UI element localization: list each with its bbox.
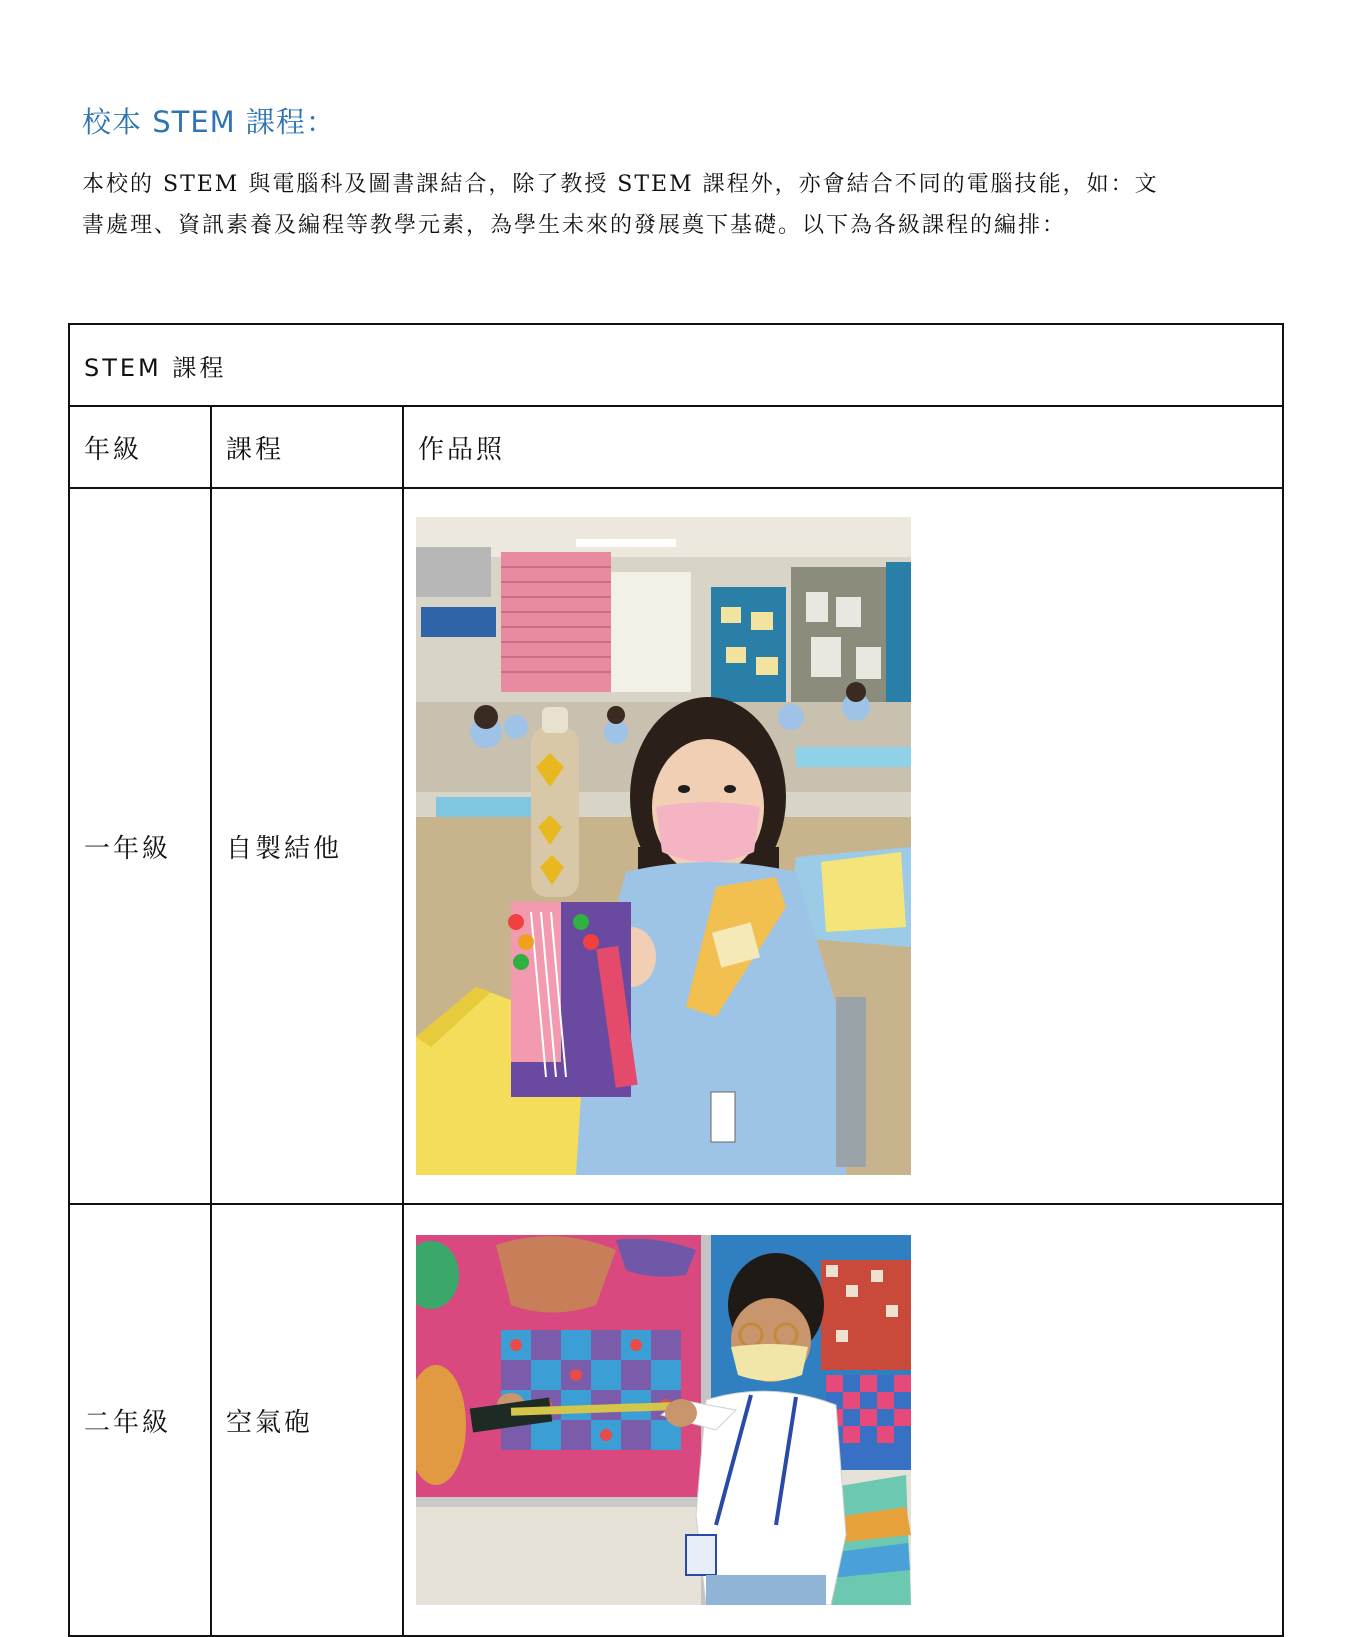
stem-course-table [68, 323, 1284, 1637]
header-course: 課程 [211, 406, 403, 488]
intro-paragraph [82, 164, 1272, 246]
table-row [69, 488, 1283, 1204]
course-cell: 自製結他 [211, 488, 403, 1204]
air-cannon-photo [416, 1235, 911, 1605]
table-title: STEM 課程 [69, 324, 1283, 406]
page-heading: 校本 STEM 課程： [82, 105, 336, 139]
photo-cell [403, 488, 1283, 1204]
grade-cell: 二年級 [69, 1204, 211, 1636]
table-header-row [69, 406, 1283, 488]
grade-cell: 一年級 [69, 488, 211, 1204]
intro-line-1: 本校的 STEM 與電腦科及圖書課結合，除了教授 STEM 課程外，亦會結合不同的電腦技能，如：文 [82, 172, 1159, 197]
intro-line-2: 書處理、資訊素養及編程等教學元素，為學生未來的發展奠下基礎。以下為各級課程的編排： [82, 213, 1067, 238]
course-cell: 空氣砲 [211, 1204, 403, 1636]
table-row [69, 1204, 1283, 1636]
table-title-row [69, 324, 1283, 406]
header-grade: 年級 [69, 406, 211, 488]
guitar-photo [416, 517, 911, 1175]
header-photo: 作品照 [403, 406, 1283, 488]
photo-cell [403, 1204, 1283, 1636]
